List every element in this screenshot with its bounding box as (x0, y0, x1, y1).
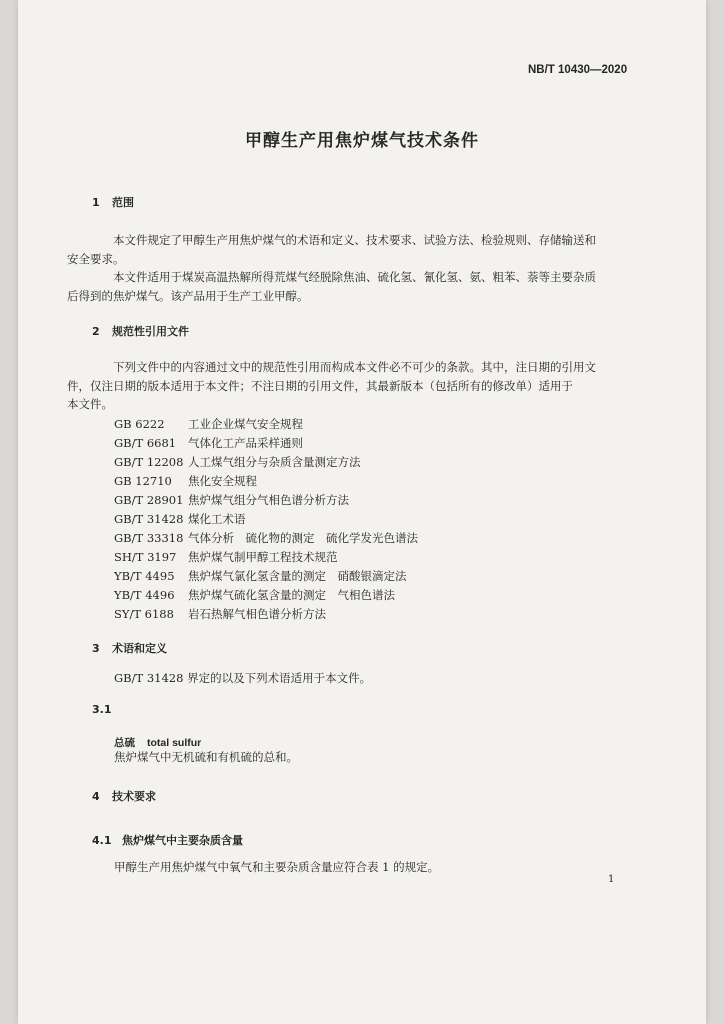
term-chinese: 总硫 (114, 737, 135, 749)
reference-title: 气体分析 硫化物的测定 硫化学发光色谱法 (188, 531, 418, 545)
reference-code: GB 6222 (114, 417, 165, 431)
section-3-intro: GB/T 31428 界定的以及下列术语适用于本文件。 (114, 671, 372, 685)
page-number: 1 (608, 874, 615, 885)
section-title: 范围 (112, 196, 134, 209)
section-1-paragraph-1 (67, 231, 630, 268)
subsection-4-1-text: 甲醇生产用焦炉煤气中氧气和主要杂质含量应符合表 1 的规定。 (114, 860, 440, 874)
reference-title: 焦炉煤气组分气相色谱分析方法 (188, 493, 349, 507)
reference-item (114, 530, 418, 546)
reference-title: 人工煤气组分与杂质含量测定方法 (188, 455, 361, 469)
reference-code: GB/T 28901 (114, 493, 184, 507)
text-line: 本文件适用于煤炭高温热解所得荒煤气经脱除焦油、硫化氢、氰化氢、氨、粗苯、萘等主要杂质 (113, 270, 596, 284)
reference-code: GB/T 12208 (114, 455, 184, 469)
reference-code: GB/T 6681 (114, 436, 177, 450)
section-3-heading (92, 640, 167, 656)
reference-code: YB/T 4495 (114, 569, 175, 583)
reference-item (114, 568, 407, 584)
section-number: 1 (92, 196, 100, 209)
reference-item (114, 606, 326, 622)
section-4-heading (92, 788, 156, 804)
reference-title: 焦炉煤气制甲醇工程技术规范 (188, 550, 338, 564)
section-number: 3 (92, 642, 100, 655)
document-number: NB/T 10430—2020 (528, 64, 628, 76)
document-page (18, 0, 706, 1024)
reference-item (114, 549, 338, 565)
reference-code: SY/T 6188 (114, 607, 174, 621)
reference-code: GB 12710 (114, 474, 172, 488)
reference-code: SH/T 3197 (114, 550, 177, 564)
reference-item (114, 492, 349, 508)
reference-title: 岩石热解气相色谱分析方法 (188, 607, 326, 621)
subsection-4-1-heading (92, 832, 243, 848)
reference-item (114, 473, 257, 489)
reference-code: GB/T 31428 (114, 512, 184, 526)
text-line: 件，仅注日期的版本适用于本文件；不注日期的引用文件，其最新版本（包括所有的修改单）适用于 (67, 378, 573, 393)
subsection-title: 焦炉煤气中主要杂质含量 (122, 834, 243, 847)
reference-item (114, 416, 303, 432)
text-line: 安全要求。 (67, 251, 125, 266)
text-line: 下列文件中的内容通过文中的规范性引用而构成本文件必不可少的条款。其中，注日期的引用文 (113, 360, 596, 374)
section-number: 2 (92, 325, 100, 338)
reference-item (114, 587, 395, 603)
term-number: 3.1 (92, 703, 112, 716)
reference-item (114, 435, 303, 451)
section-title: 术语和定义 (112, 642, 167, 655)
section-number: 4 (92, 790, 100, 803)
reference-title: 工业企业煤气安全规程 (188, 417, 303, 431)
reference-title: 气体化工产品采样通则 (188, 436, 303, 450)
section-title: 规范性引用文件 (112, 325, 189, 338)
reference-title: 焦炉煤气硫化氢含量的测定 气相色谱法 (188, 588, 395, 602)
text-line: 本文件规定了甲醇生产用焦炉煤气的术语和定义、技术要求、试验方法、检验规则、存储输送和 (113, 233, 596, 247)
term-definition: 焦炉煤气中无机硫和有机硫的总和。 (114, 750, 298, 764)
reference-title: 煤化工术语 (188, 512, 246, 526)
text-line: 本文件。 (67, 397, 113, 411)
reference-code: GB/T 33318 (114, 531, 184, 545)
text-line: 后得到的焦炉煤气。该产品用于生产工业甲醇。 (67, 288, 309, 303)
reference-item (114, 454, 361, 470)
section-title: 技术要求 (112, 790, 156, 803)
reference-title: 焦化安全规程 (188, 474, 257, 488)
reference-title: 焦炉煤气氯化氢含量的测定 硝酸银滴定法 (188, 569, 407, 583)
section-2-intro (67, 358, 630, 414)
term-english: total sulfur (147, 737, 202, 749)
section-1-paragraph-2 (67, 268, 630, 305)
subsection-number: 4.1 (92, 834, 112, 847)
page-title: 甲醇生产用焦炉煤气技术条件 (245, 131, 479, 151)
section-2-heading (92, 323, 189, 339)
section-1-heading (92, 194, 134, 210)
reference-code: YB/T 4496 (114, 588, 175, 602)
reference-item (114, 511, 246, 527)
